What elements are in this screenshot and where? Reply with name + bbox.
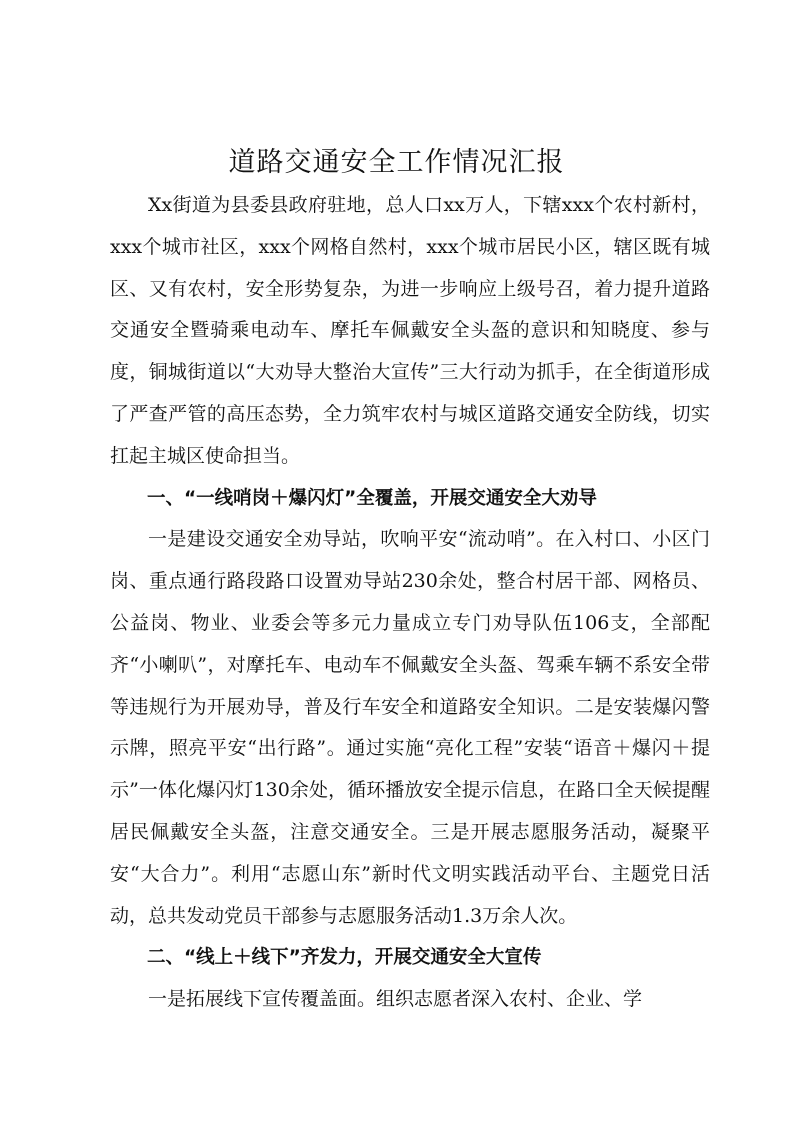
intro-paragraph: Xx街道为县委县政府驻地，总人口xx万人，下辖xxx个农村新村，xxx个城市社区，xxx个网格自然村，xxx个城市居民小区，辖区既有城区、又有农村，安全形势复杂，为进一步响应上级号召，着力提升道路交通安全暨骑乘电动车、摩托车佩戴安全头盔的意识和知晓度、参与度，铜城街道以“大劝导大整治大宣传”三大行动为抓手，在全街道形成了严查严管的高压态势，全力筑牢农村与城区道路交通安全防线，切实扛起主城区使命担当。 — [110, 194, 710, 467]
section-2-heading: 二、“线上＋线下”齐发力，开展交通安全大宣传 — [147, 947, 542, 969]
document-body — [110, 185, 710, 1021]
section-1-paragraph: 一是建设交通安全劝导站，吹响平安“流动哨”。在入村口、小区门岗、重点通行路段路口设置劝导站230余处，整合村居干部、网格员、公益岗、物业、业委会等多元力量成立专门劝导队伍106支，全部配齐“小喇叭”，对摩托车、电动车不佩戴安全头盔、驾乘车辆不系安全带等违规行为开展劝导，普及行车安全和道路安全知识。二是安装爆闪警示牌，照亮平安“出行路”。通过实施“亮化工程”安装“语音＋爆闪＋提示”一体化爆闪灯130余处，循环播放安全提示信息，在路口全天候提醒居民佩戴安全头盔，注意交通安全。三是开展志愿服务活动，凝聚平安“大合力”。利用“志愿山东”新时代文明实践活动平台、主题党日活动，总共发动党员干部参与志愿服务活动1.3万余人次。 — [110, 528, 710, 927]
section-1-heading: 一、“一线哨岗＋爆闪灯”全覆盖，开展交通安全大劝导 — [147, 487, 597, 509]
document-title: 道路交通安全工作情况汇报 — [228, 147, 565, 178]
section-2-paragraph: 一是拓展线下宣传覆盖面。组织志愿者深入农村、企业、学 — [148, 988, 643, 1011]
